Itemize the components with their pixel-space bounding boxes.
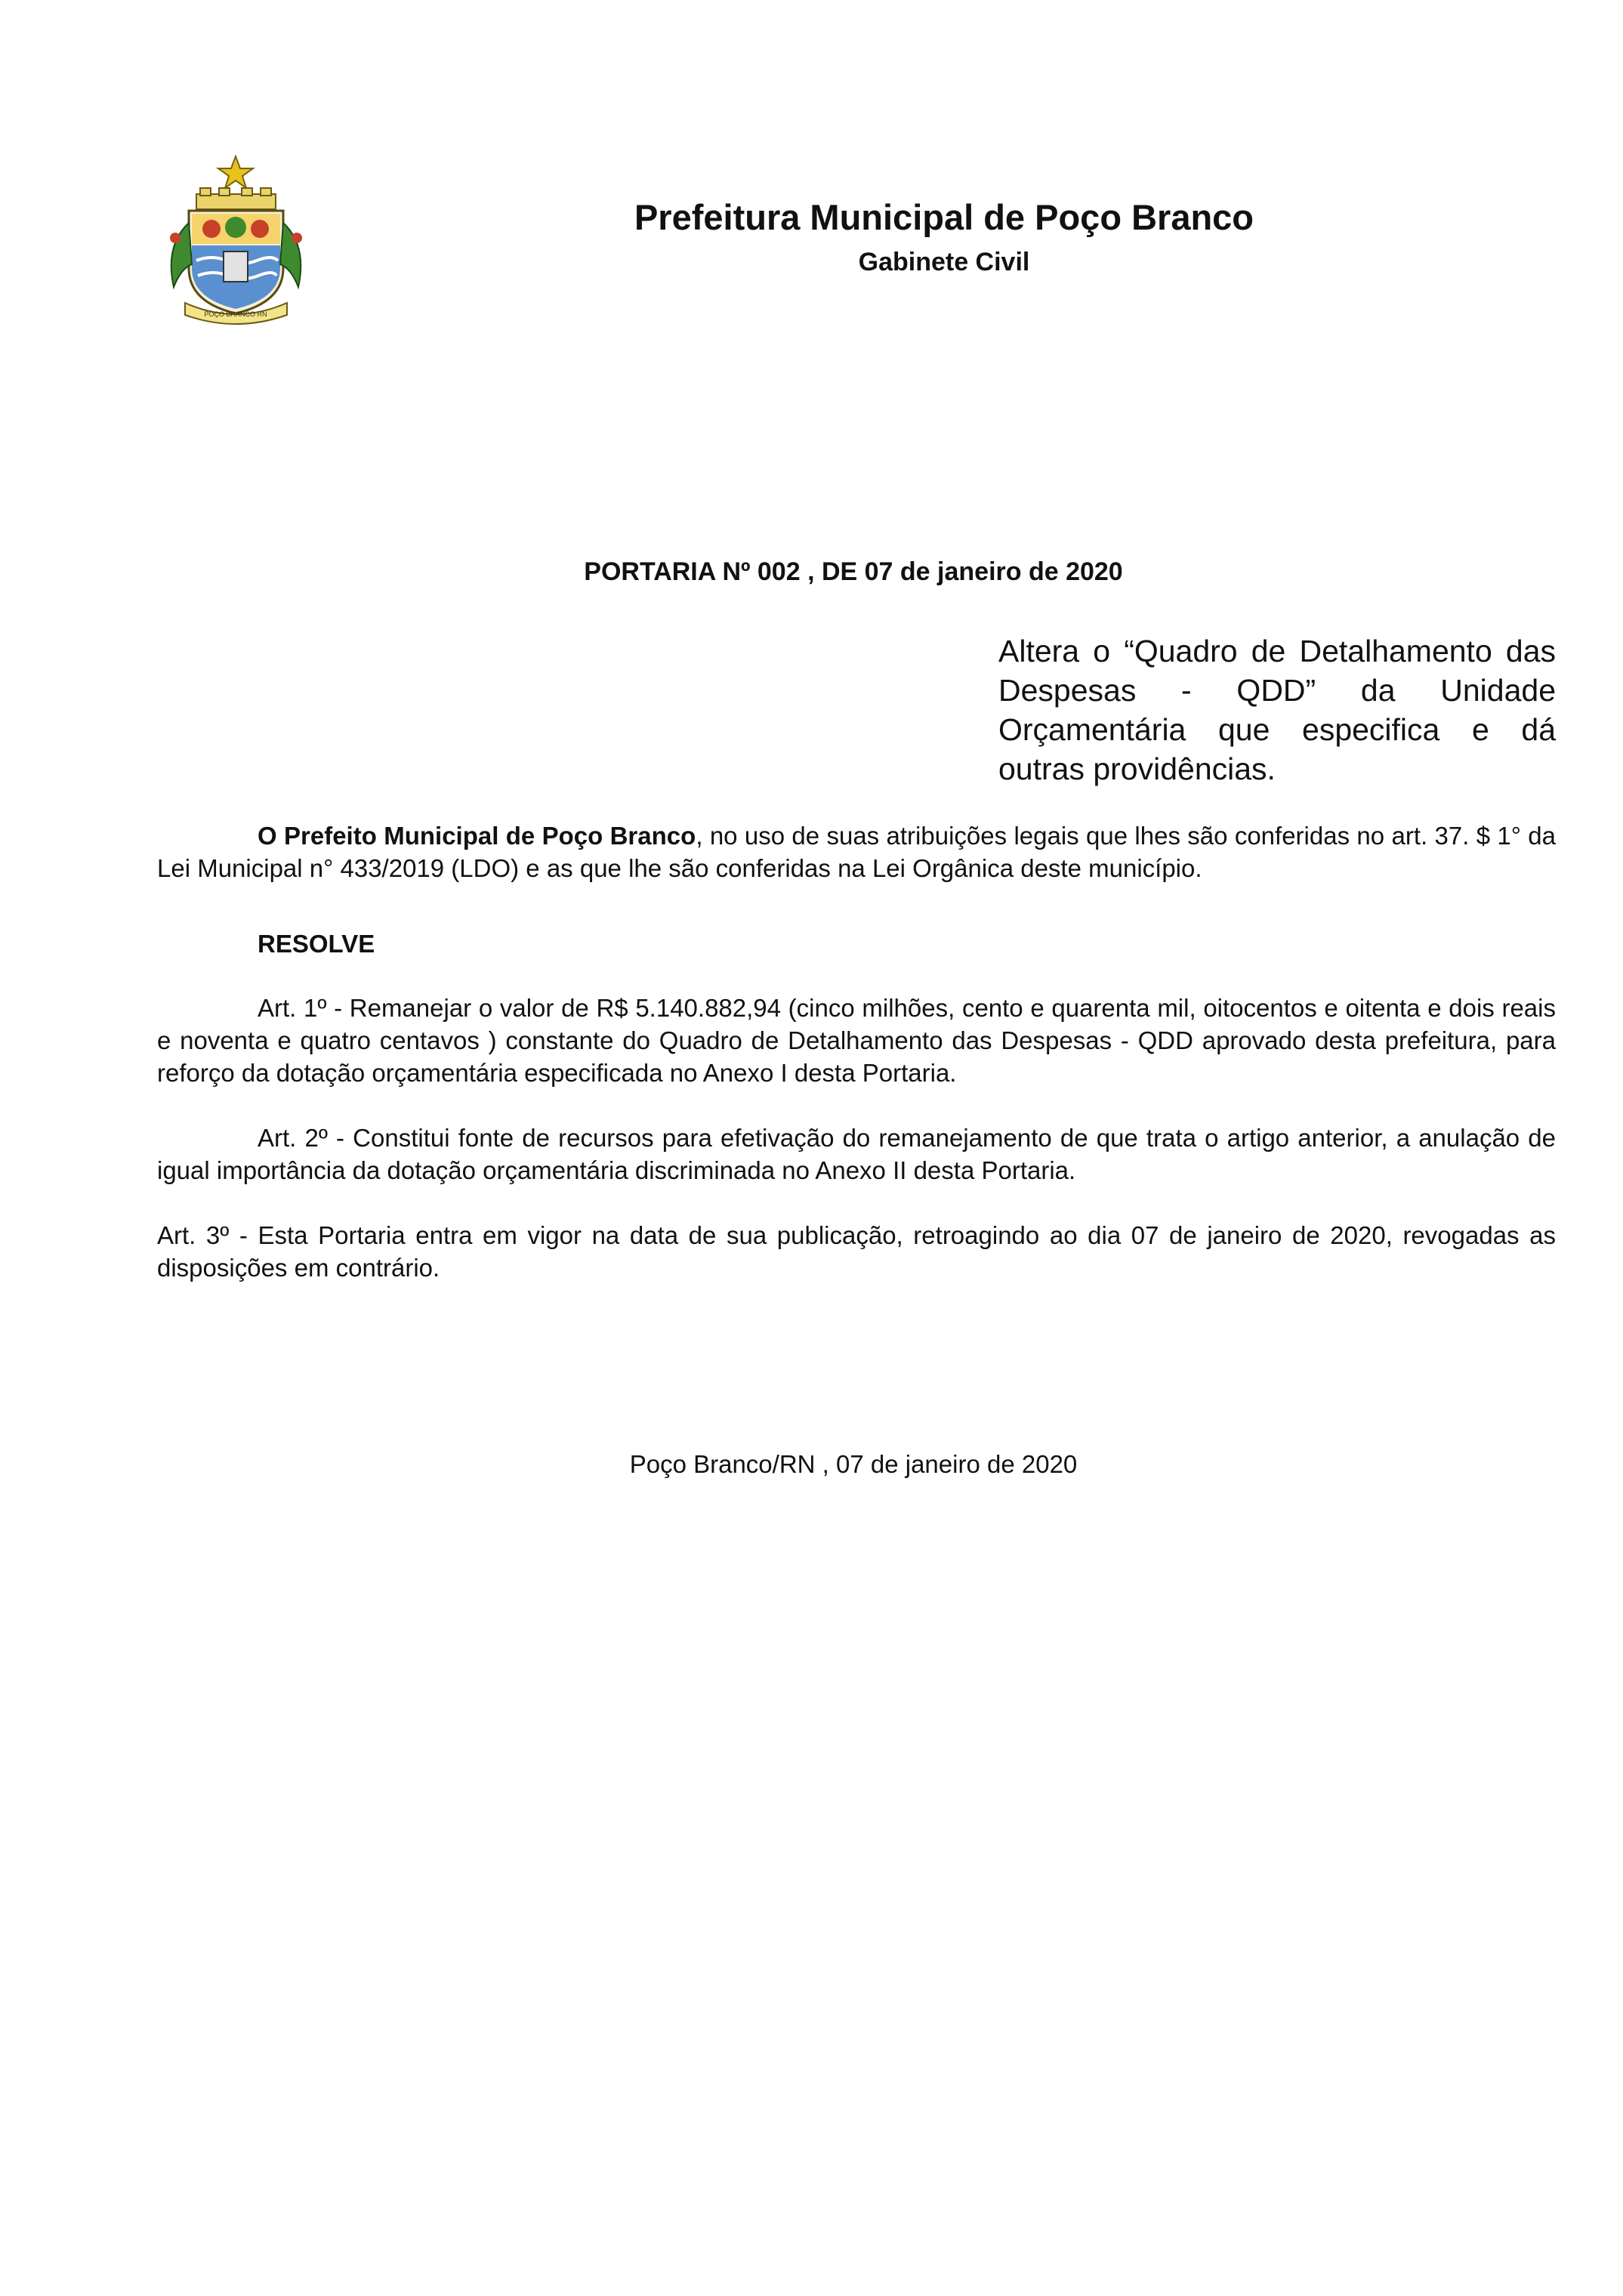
header-title: Prefeitura Municipal de Poço Branco [634, 197, 1254, 237]
article-3: Art. 3º - Esta Portaria entra em vigor na data de sua publicação, retroagindo ao dia 07 de janeiro de 2020, revogadas as disposições em contrário. [157, 1221, 1556, 1282]
article-1: Art. 1º - Remanejar o valor de R$ 5.140.882,94 (cinco milhões, cento e quarenta mil, oitocentos e oitenta e dois reais e noventa e quatro centavos ) constante do Quadro de Detalhamento das Despesas - QDD aprovado desta prefeitura, para reforço da dotação orçamentária especificada no Anexo I desta Portaria. [157, 994, 1556, 1087]
preamble-paragraph [157, 819, 1556, 884]
preamble-text: , no uso de suas atribuições legais que lhes são conferidas no art. 37. $ 1° da Lei Municipal n° 433/2019 (LDO) e as que lhe são conferidas na Lei Orgânica deste município. [157, 822, 1557, 882]
preamble-lead: O Prefeito Municipal de Poço Branco [258, 822, 696, 850]
crest-ribbon-text: POÇO BRANCO RN [204, 310, 267, 318]
article-2: Art. 2º - Constitui fonte de recursos para efetivação do remanejamento de que trata o artigo anterior, a anulação de igual importância da dotação orçamentária discriminada no Anexo II desta Portaria. [157, 1124, 1556, 1184]
portaria-title: PORTARIA Nº 002 , DE 07 de janeiro de 2020 [584, 557, 1123, 586]
place-and-date: Poço Branco/RN , 07 de janeiro de 2020 [629, 1450, 1078, 1478]
header-subtitle: Gabinete Civil [858, 248, 1030, 276]
municipal-crest-logo [159, 155, 313, 325]
resolve-heading: RESOLVE [258, 930, 375, 958]
portaria-ementa: Altera o “Quadro de Detalhamento das Despesas - QDD” da Unidade Orçamentária que especifica e dá outras providências. [998, 634, 1556, 786]
